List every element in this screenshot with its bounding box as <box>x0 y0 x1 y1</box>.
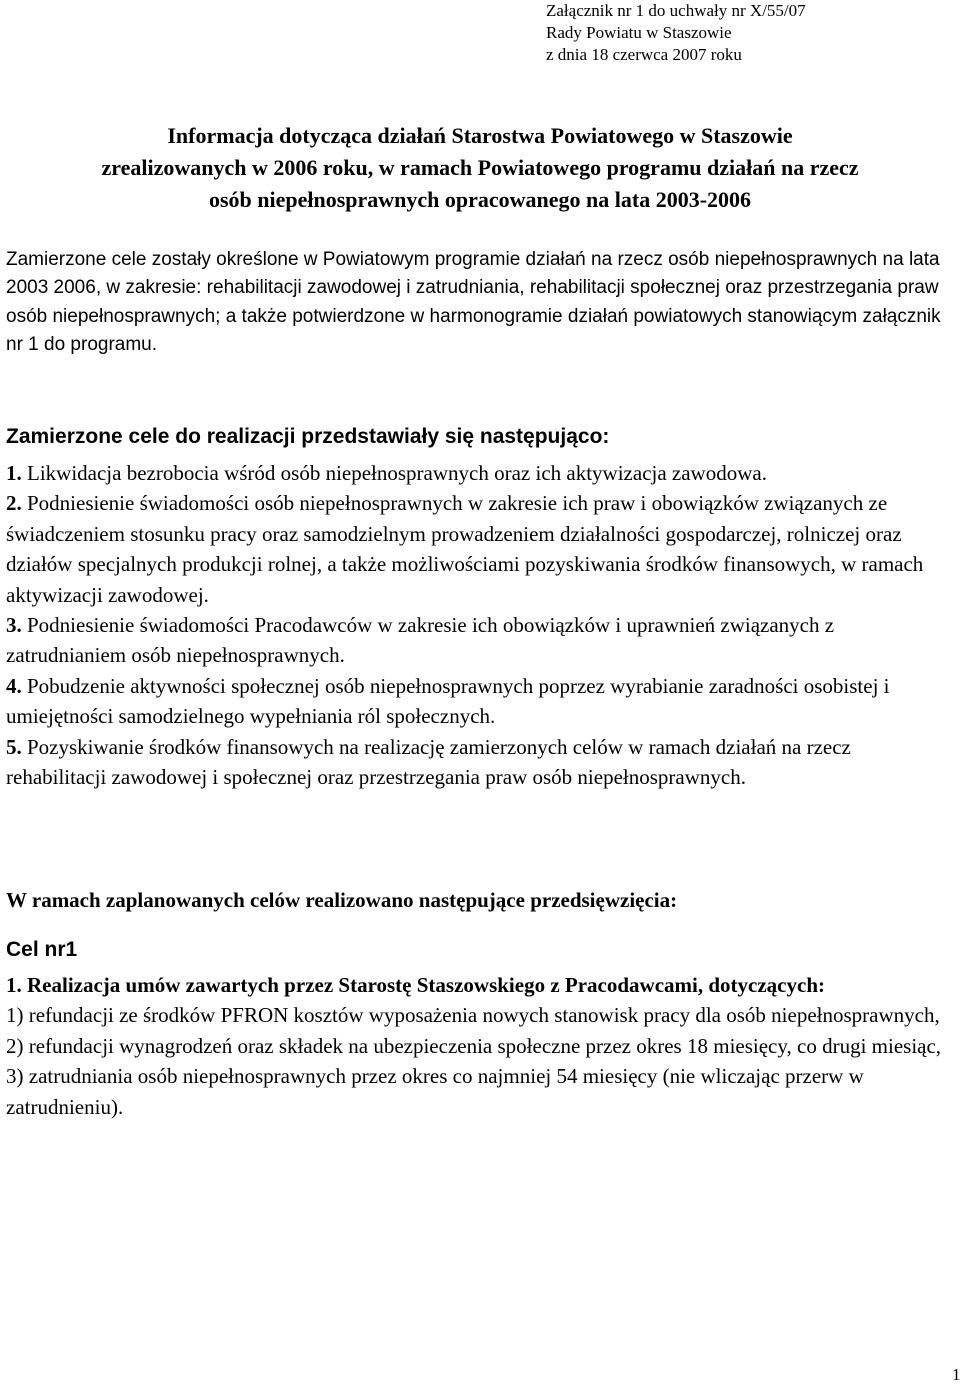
goal-item <box>6 671 954 732</box>
goal-text: Podniesienie świadomości Pracodawców w zakresie ich obowiązków i uprawnień związanych z zatrudnianiem osób niepełnosprawnych. <box>6 613 835 668</box>
goals-heading: Zamierzone cele do realizacji przedstawiały się następująco: <box>6 425 610 448</box>
annex-line-2: Rady Powiatu w Staszowie <box>546 23 732 42</box>
undertakings-heading: W ramach zaplanowanych celów realizowano następujące przedsięwzięcia: <box>6 888 678 912</box>
goal-number: 3. <box>6 613 22 638</box>
annex-line-1: Załącznik nr 1 do uchwały nr X/55/07 <box>546 1 806 20</box>
goal-text: Pobudzenie aktywności społecznej osób niepełnosprawnych poprzez wyrabianie zaradności osobistej i umiejętności samodzielnego wypełniania ról społecznych. <box>6 673 890 729</box>
goal-text: Podniesienie świadomości osób niepełnosprawnych w zakresie ich praw i obowiązków związanych ze świadczeniem stosunku pracy oraz samodzielnym prowadzeniem działalności gospodarczej, rolniczej oraz działów specjalnych produkcji rolnej, a także możliwościami pozyskiwania środków finansowych, w ramach aktywizacji zawodowej. <box>6 491 924 607</box>
task-block <box>6 970 954 1122</box>
annex-line-3: z dnia 18 czerwca 2007 roku <box>546 45 742 64</box>
annex-note <box>546 0 926 66</box>
intro-paragraph: Zamierzone cele zostały określone w Powiatowym programie działań na rzecz osób niepełnosprawnych na lata 2003 2006, w zakresie: rehabilitacji zawodowej i zatrudniania, rehabilitacji społecznej oraz przestrzegania praw osób niepełnosprawnych; a także potwierdzone w harmonogramie działań powiatowych stanowiącym załącznik nr 1 do programu. <box>6 249 941 356</box>
goal-item <box>6 488 954 610</box>
task-item: 3) zatrudniania osób niepełnosprawnych przez okres co najmniej 54 miesięcy (nie wliczając przerw w zatrudnieniu). <box>6 1064 864 1119</box>
goals-list <box>6 458 954 792</box>
title-line-2: zrealizowanych w 2006 roku, w ramach Powiatowego programu działań na rzecz <box>101 155 859 180</box>
title-line-3: osób niepełnosprawnych opracowanego na lata 2003-2006 <box>208 187 752 212</box>
page-number: 1 <box>952 1365 960 1384</box>
document-title <box>6 120 954 216</box>
goal-section-heading: Cel nr1 <box>6 938 78 961</box>
task-item: 2) refundacji wynagrodzeń oraz składek na ubezpieczenia społeczne przez okres 18 miesięcy, co drugi miesiąc, <box>6 1033 942 1058</box>
goal-text: Likwidacja bezrobocia wśród osób niepełnosprawnych oraz ich aktywizacja zawodowa. <box>21 461 767 485</box>
goal-text: Pozyskiwanie środków finansowych na realizację zamierzonych celów w ramach działań na rzecz rehabilitacji zawodowej i społecznej oraz przestrzegania praw osób niepełnosprawnych. <box>6 734 851 790</box>
goal-item <box>6 732 954 793</box>
goal-number: 4. <box>6 673 22 698</box>
goal-number: 1. <box>6 461 22 485</box>
task-heading: 1. Realizacja umów zawartych przez Starostę Staszowskiego z Pracodawcami, dotyczących: <box>6 973 825 997</box>
goal-number: 5. <box>6 734 22 759</box>
title-line-1: Informacja dotycząca działań Starostwa Powiatowego w Staszowie <box>167 123 793 148</box>
task-item: 1) refundacji ze środków PFRON kosztów wyposażenia nowych stanowisk pracy dla osób niepełnosprawnych, <box>6 1003 940 1028</box>
goal-item <box>6 610 954 671</box>
goal-item <box>6 458 954 488</box>
goal-number: 2. <box>6 491 22 516</box>
